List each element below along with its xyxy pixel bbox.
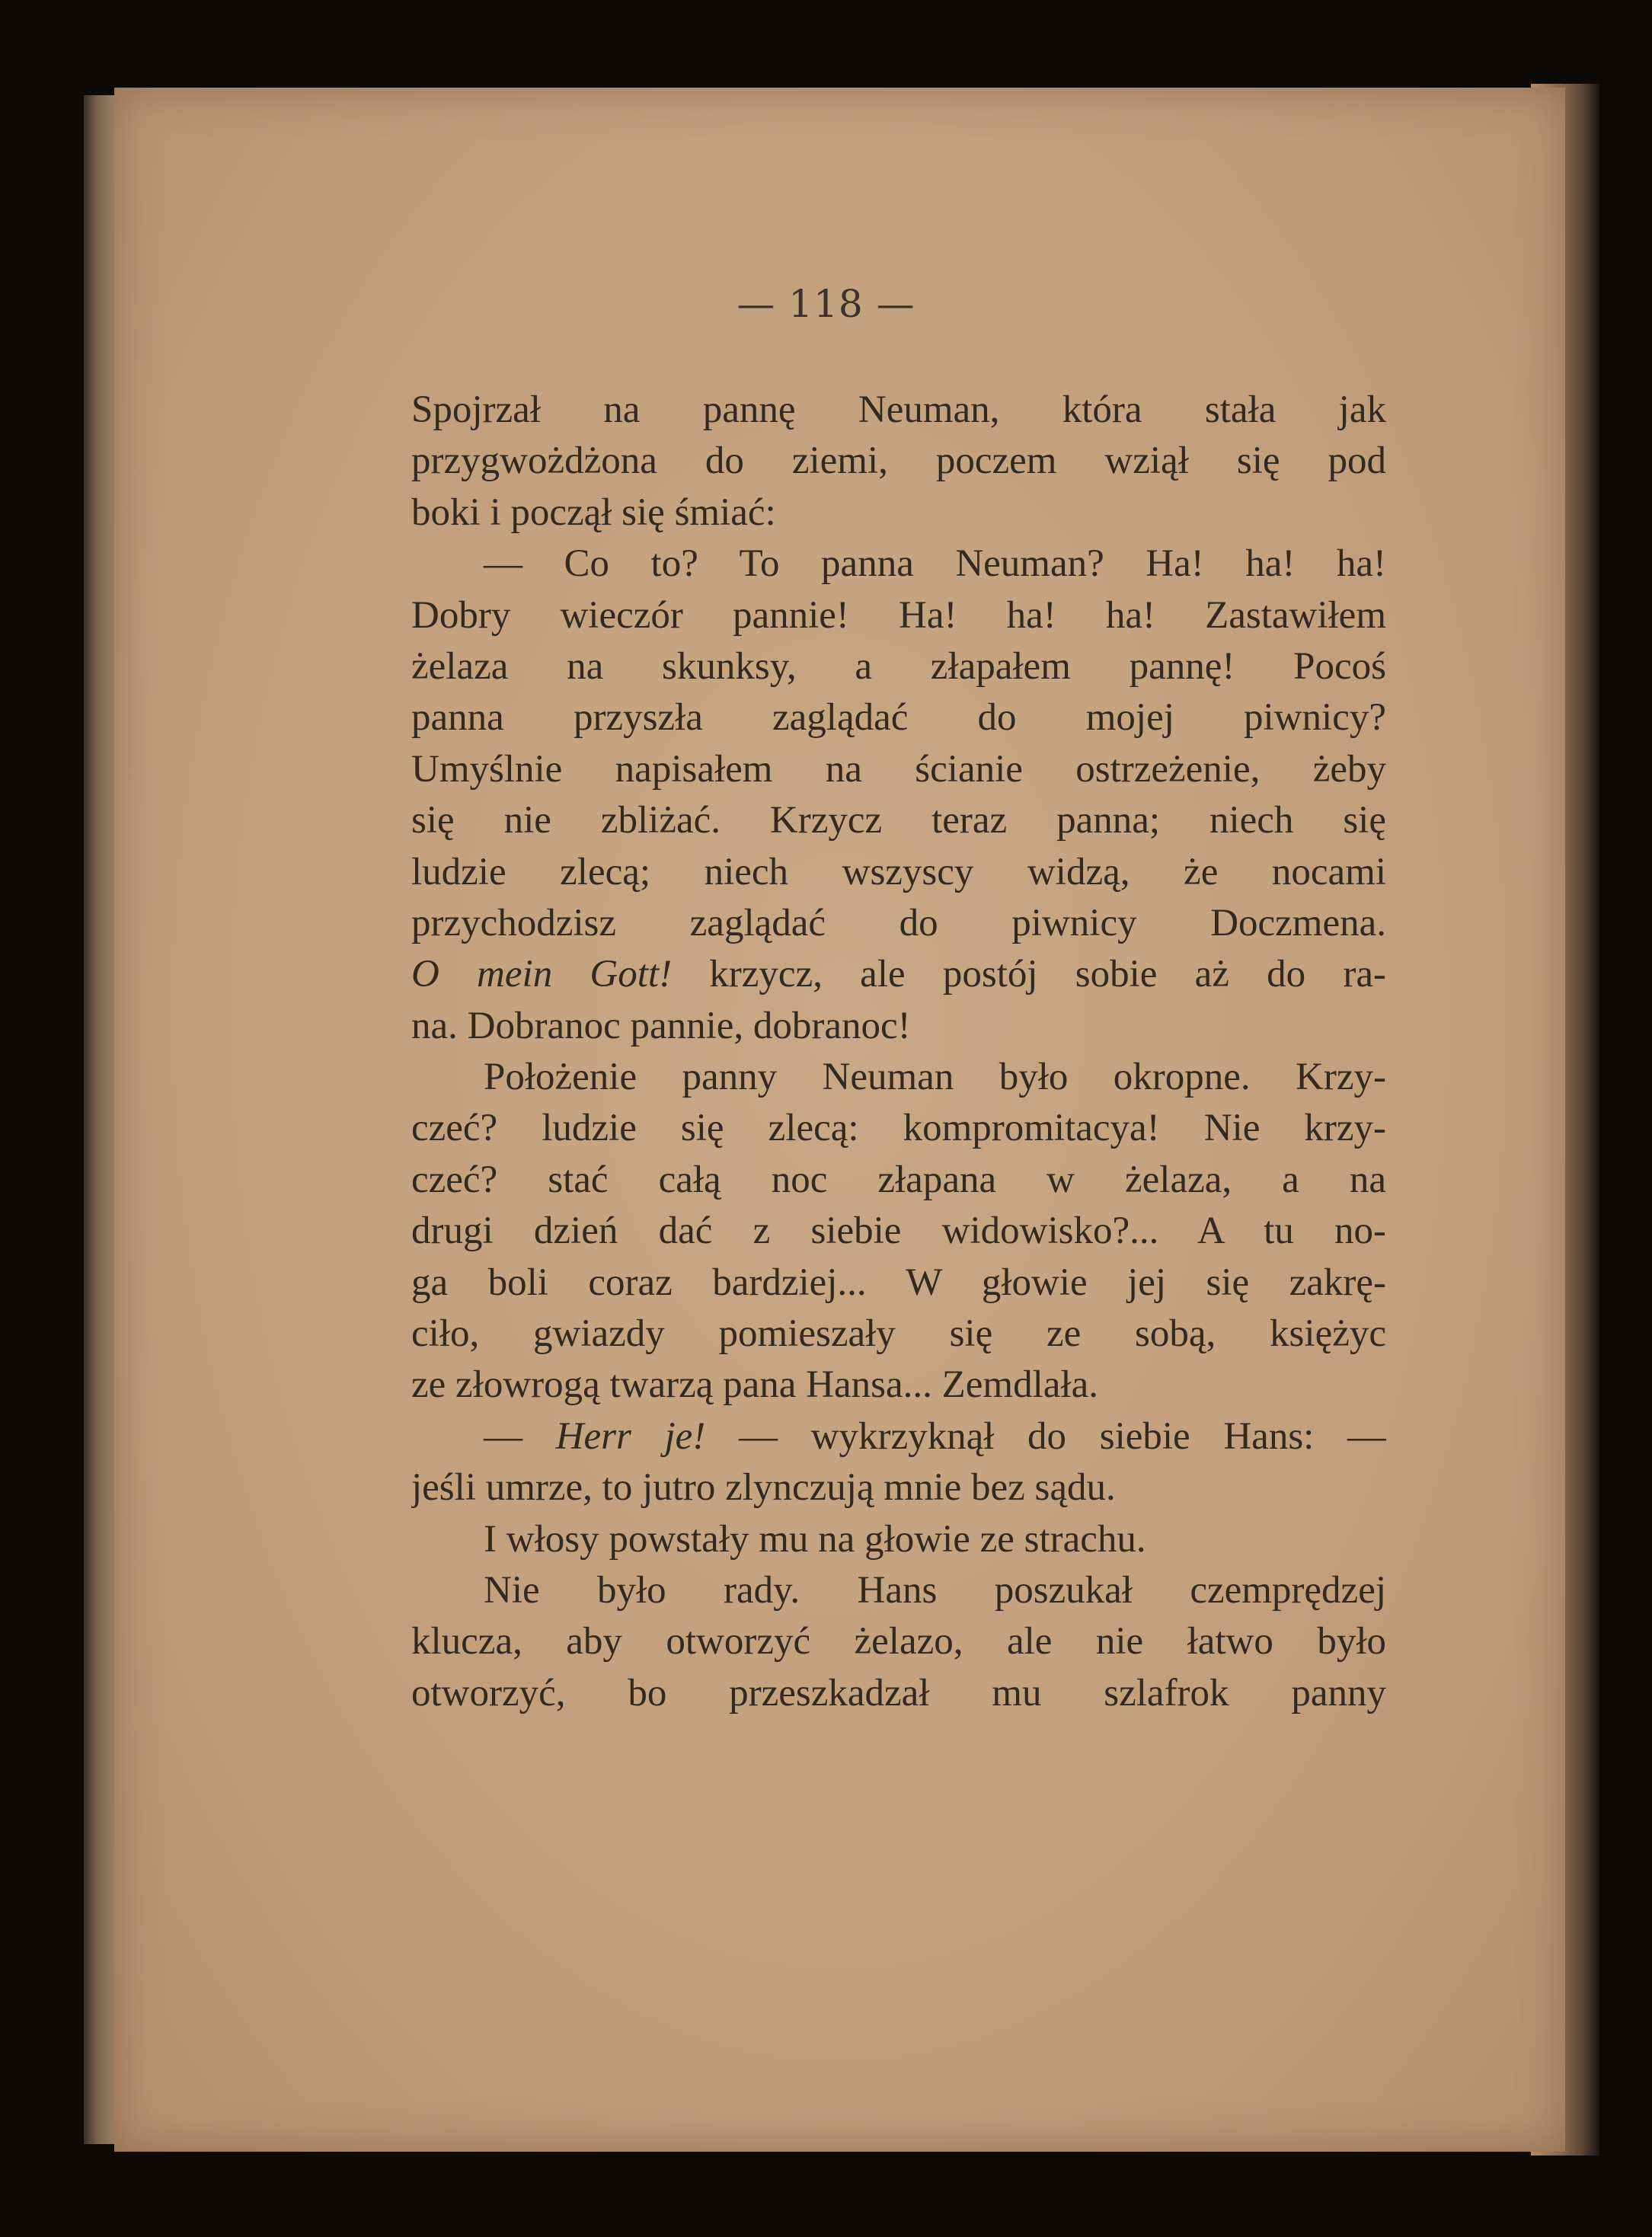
text-run: Dobry wieczór pannie! Ha! ha! ha! Zastawiłem [411,593,1386,637]
text-line [411,1616,1386,1667]
text-run: panna przyszła zaglądać do mojej piwnicy? [411,696,1386,740]
text-line [411,898,1386,949]
text-line [411,1103,1386,1154]
text-line [411,1565,1386,1616]
text-line [411,590,1386,641]
text-line [411,1001,1386,1052]
text-line [411,436,1386,487]
text-run: drugi dzień dać z siebie widowisko?... A tu no- [411,1210,1386,1253]
text-run: żelaza na skunksy, a złapałem pannę! Pocoś [411,644,1386,688]
text-run: przygwożdżona do ziemi, poczem wziął się pod [411,439,1386,483]
text-run: ciło, gwiazdy pomieszały się ze sobą, księżyc [411,1312,1386,1356]
text-line [411,1668,1386,1719]
text-line [411,1309,1386,1360]
text-line [411,847,1386,898]
text-run: krzycz, ale postój sobie aż do ra- [672,953,1386,996]
text-run: klucza, aby otworzyć żelazo, ale nie łatwo było [411,1620,1386,1663]
text-run: ludzie zlecą; niech wszyscy widzą, że nocami [411,850,1386,893]
text-line [411,744,1386,795]
text-line [411,1052,1386,1103]
text-run: czeć? ludzie się zlecą: kompromitacya! Nie krzy- [411,1107,1386,1150]
text-run: — [484,1414,556,1458]
body-text [411,385,1386,1719]
italic-phrase: O mein Gott! [411,953,673,996]
text-line [411,385,1386,436]
text-run: się nie zbliżać. Krzycz teraz panna; niech się [411,799,1386,842]
text-run: Umyślnie napisałem na ścianie ostrzeżenie, żeby [411,747,1386,791]
text-run: ze złowrogą twarzą pana Hansa... Zemdlała. [411,1363,1098,1407]
text-line [411,692,1386,743]
text-line [411,1155,1386,1206]
text-run: Nie było rady. Hans poszukał czemprędzej [484,1568,1386,1612]
text-run: na. Dobranoc pannie, dobranoc! [411,1004,911,1047]
text-line [411,1514,1386,1565]
text-line [411,1411,1386,1462]
text-run: — wykrzyknął do siebie Hans: — [705,1414,1386,1458]
page-number: — 118 — [737,282,915,326]
text-run: I włosy powstały mu na głowie ze strachu. [484,1517,1146,1561]
text-run: jeśli umrze, to jutro zlynczują mnie bez sądu. [411,1466,1116,1510]
text-line [411,949,1386,1000]
text-run: boki i począł się śmiać: [411,491,776,534]
italic-phrase: Herr je! [555,1414,706,1458]
text-line [411,487,1386,538]
text-line [411,795,1386,846]
text-line [411,538,1386,590]
text-run: otworzyć, bo przeszkadzał mu szlafrok panny [411,1671,1386,1715]
text-line [411,1360,1386,1411]
text-line [411,1206,1386,1257]
text-line [411,1462,1386,1513]
text-run: Położenie panny Neuman było okropne. Krzy- [484,1056,1386,1099]
text-line [411,641,1386,692]
text-line [411,1258,1386,1309]
text-run: Spojrzał na pannę Neuman, która stała jak [411,388,1386,431]
text-run: czeć? stać całą noc złapana w żelaza, a na [411,1158,1386,1201]
text-run: przychodzisz zaglądać do piwnicy Doczmena. [411,901,1386,944]
text-run: ga boli coraz bardziej... W głowie jej się zakrę- [411,1261,1386,1304]
text-run: — Co to? To panna Neuman? Ha! ha! ha! [484,542,1386,586]
